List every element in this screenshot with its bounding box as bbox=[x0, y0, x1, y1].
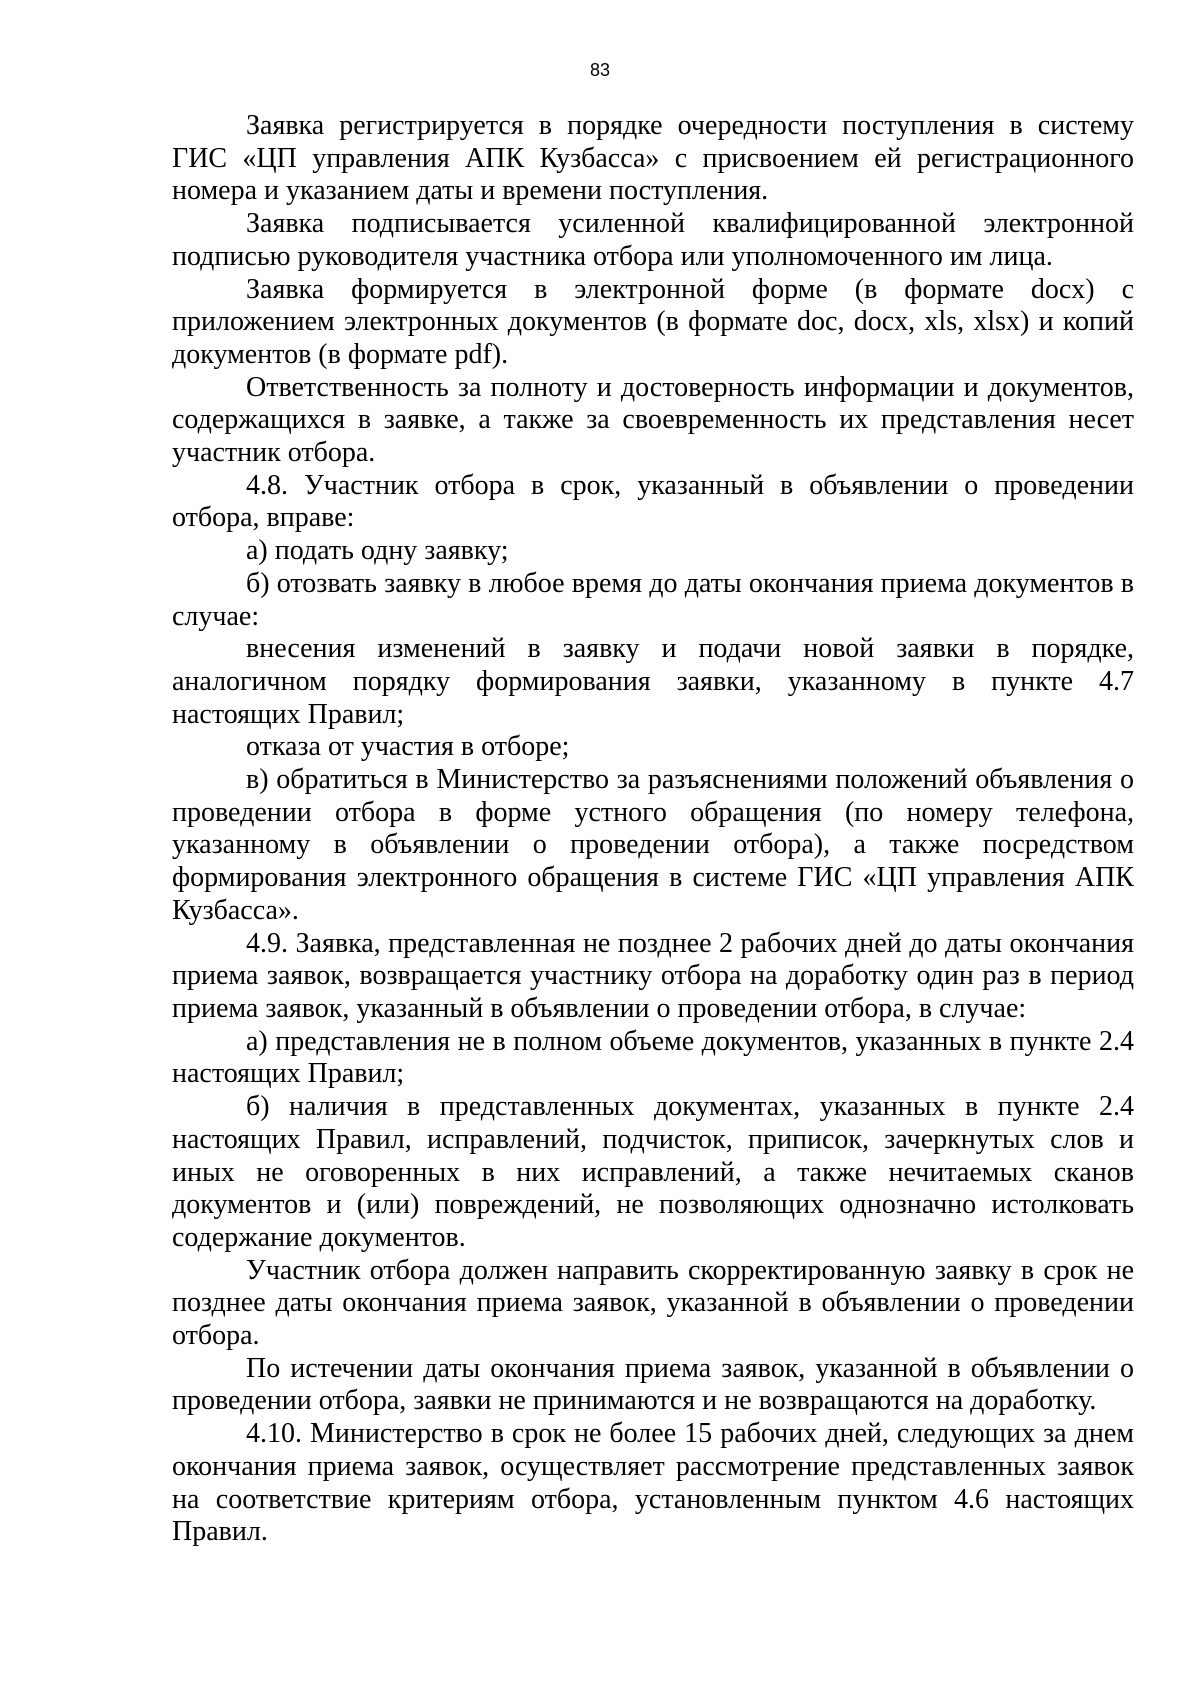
paragraph: 4.8. Участник отбора в срок, указанный в объявлении о проведении отбора, вправе: bbox=[172, 469, 1134, 534]
paragraph: 4.9. Заявка, представленная не позднее 2 рабочих дней до даты окончания приема заявок, возвращается участнику отбора на доработку один раз в период приема заявок, указанный в объявлении о проведении отбора, в случае: bbox=[172, 927, 1134, 1024]
paragraph: а) подать одну заявку; bbox=[246, 535, 509, 567]
paragraph: б) наличия в представленных документах, указанных в пункте 2.4 настоящих Правил, исправлений, подчисток, приписок, зачеркнутых слов и иных не оговоренных в них исправлений, а также нечитаемых сканов документов и (или) повреждений, не позволяющих однозначно истолковать содержание документов. bbox=[172, 1091, 1134, 1253]
page-number: 83 bbox=[589, 60, 611, 80]
paragraph: а) представления не в полном объеме документов, указанных в пункте 2.4 настоящих Правил; bbox=[172, 1025, 1134, 1090]
paragraph: Заявка формируется в электронной форме (в формате docx) с приложением электронных документов (в формате doc, docx, xls, xlsx) и копий документов (в формате pdf). bbox=[172, 273, 1134, 370]
paragraph: Участник отбора должен направить скорректированную заявку в срок не позднее даты окончания приема заявок, указанной в объявлении о проведении отбора. bbox=[172, 1254, 1134, 1352]
document-body bbox=[172, 110, 1134, 1549]
paragraph: б) отозвать заявку в любое время до даты окончания приема документов в случае: bbox=[172, 567, 1134, 632]
paragraph: Заявка подписывается усиленной квалифицированной электронной подписью руководителя участника отбора или уполномоченного им лица. bbox=[172, 208, 1134, 272]
paragraph: По истечении даты окончания приема заявок, указанной в объявлении о проведении отбора, заявки не принимаются и не возвращаются на доработку. bbox=[172, 1352, 1134, 1417]
paragraph: внесения изменений в заявку и подачи новой заявки в порядке, аналогичном порядку формирования заявки, указанному в пункте 4.7 настоящих Правил; bbox=[172, 633, 1134, 730]
paragraph: отказа от участия в отборе; bbox=[246, 731, 570, 763]
paragraph: 4.10. Министерство в срок не более 15 рабочих дней, следующих за днем окончания приема заявок, осуществляет рассмотрение представленных заявок на соответствие критериям отбора, установленным пунктом 4.6 настоящих Правил. bbox=[172, 1418, 1134, 1548]
paragraph: Ответственность за полноту и достоверность информации и документов, содержащихся в заявке, а также за своевременность их представления несет участник отбора. bbox=[172, 371, 1134, 469]
paragraph: Заявка регистрируется в порядке очередности поступления в систему ГИС «ЦП управления АПК Кузбасса» с присвоением ей регистрационного номера и указанием даты и времени поступления. bbox=[172, 110, 1134, 207]
paragraph: в) обратиться в Министерство за разъяснениями положений объявления о проведении отбора в форме устного обращения (по номеру телефона, указанному в объявлении о проведении отбора), а также посредством формирования электронного обращения в системе ГИС «ЦП управления АПК Кузбасса». bbox=[172, 764, 1134, 926]
